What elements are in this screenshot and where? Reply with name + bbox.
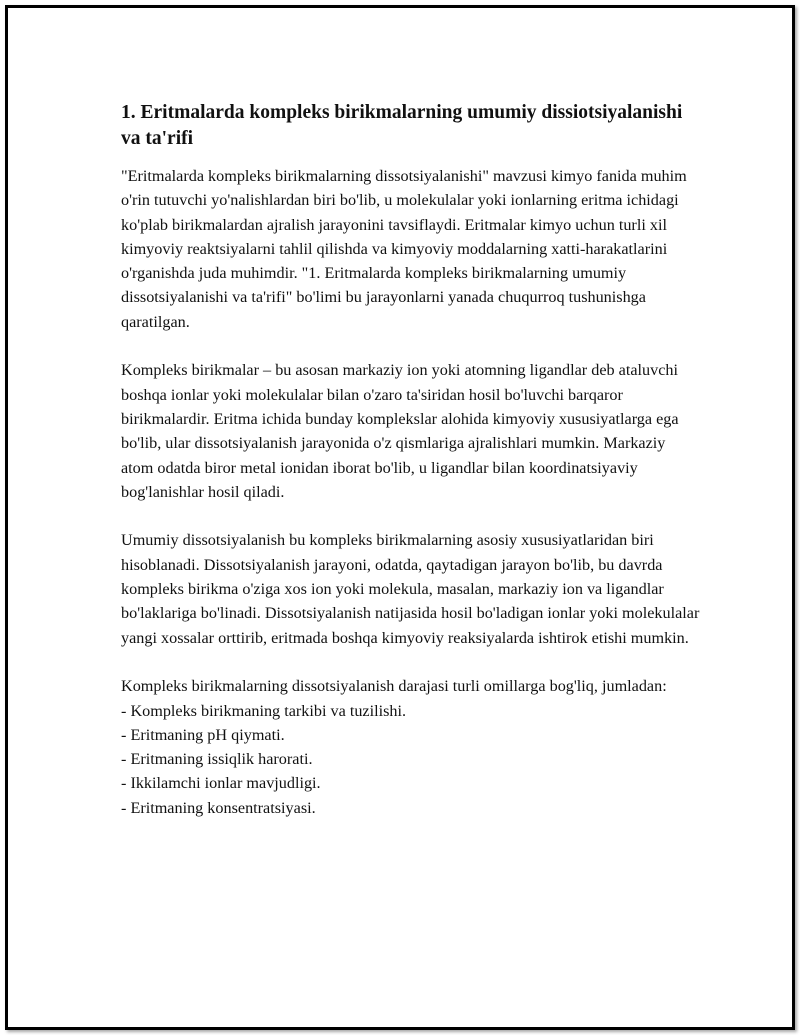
paragraph-intro: "Eritmalarda kompleks birikmalarning dissotsiyalanishi" mavzusi kimyo fanida muhim o'rin tutuvchi yo'nalishlardan biri bo'lib, u molekulalar yoki ionlarning eritma ichidagi ko'plab birikmalardan ajralish jarayonini tavsiflaydi. Eritmalar kimyo uchun turli xil kimyoviy reaktsiyalarni tahlil qilishda va kimyoviy moddalarning xatti-harakatlarini o'rganishda juda muhimdir. "1. Eritmalarda kompleks birikmalarning umumiy dissotsiyalanishi va ta'rifi" bo'limi bu jarayonlarni yanada chuqurroq tushunishga qaratilgan. — [121, 167, 687, 331]
list-item: - Kompleks birikmaning tarkibi va tuzilishi. — [121, 699, 701, 723]
factors-list — [121, 699, 701, 820]
list-item: - Eritmaning pH qiymati. — [121, 723, 701, 747]
list-item: - Eritmaning konsentratsiyasi. — [121, 796, 701, 820]
paragraph-factors-intro: Kompleks birikmalarning dissotsiyalanish darajasi turli omillarga bog'liq, jumladan: — [121, 677, 667, 696]
paragraph-dissociation: Umumiy dissotsiyalanish bu kompleks birikmalarning asosiy xususiyatlaridan biri hisoblanadi. Dissotsiyalanish jarayoni, odatda, qaytadigan jarayon bo'lib, bu davrda kompleks birikma o'ziga xos ion yoki molekula, masalan, markaziy ion va ligandlar bo'laklariga bo'linadi. Dissotsiyalanish natijasida hosil bo'ladigan ionlar yoki molekulalar yangi xossalar orttirib, eritmada boshqa kimyoviy reaksiyalarda ishtirok etishi mumkin. — [121, 531, 700, 647]
document-body — [121, 100, 701, 820]
paragraph-complex-compounds: Kompleks birikmalar – bu asosan markaziy ion yoki atomning ligandlar deb ataluvchi boshqa ionlar yoki molekulalar bilan o'zaro ta'siridan hosil bo'luvchi barqaror birikmalardir. Eritma ichida bunday komplekslar alohida kimyoviy xususiyatlarga ega bo'lib, ular dissotsiyalanish jarayonida o'z qismlariga ajralishlari mumkin. Markaziy atom odatda biror metal ionidan iborat bo'lib, u ligandlar bilan koordinatsiyaviy bog'lanishlar hosil qiladi. — [121, 361, 679, 501]
section-heading: 1. Eritmalarda kompleks birikmalarning umumiy dissiotsiyalanishi va ta'rifi — [121, 102, 683, 149]
page-frame — [5, 5, 795, 1030]
list-item: - Ikkilamchi ionlar mavjudligi. — [121, 771, 701, 795]
list-item: - Eritmaning issiqlik harorati. — [121, 747, 701, 771]
